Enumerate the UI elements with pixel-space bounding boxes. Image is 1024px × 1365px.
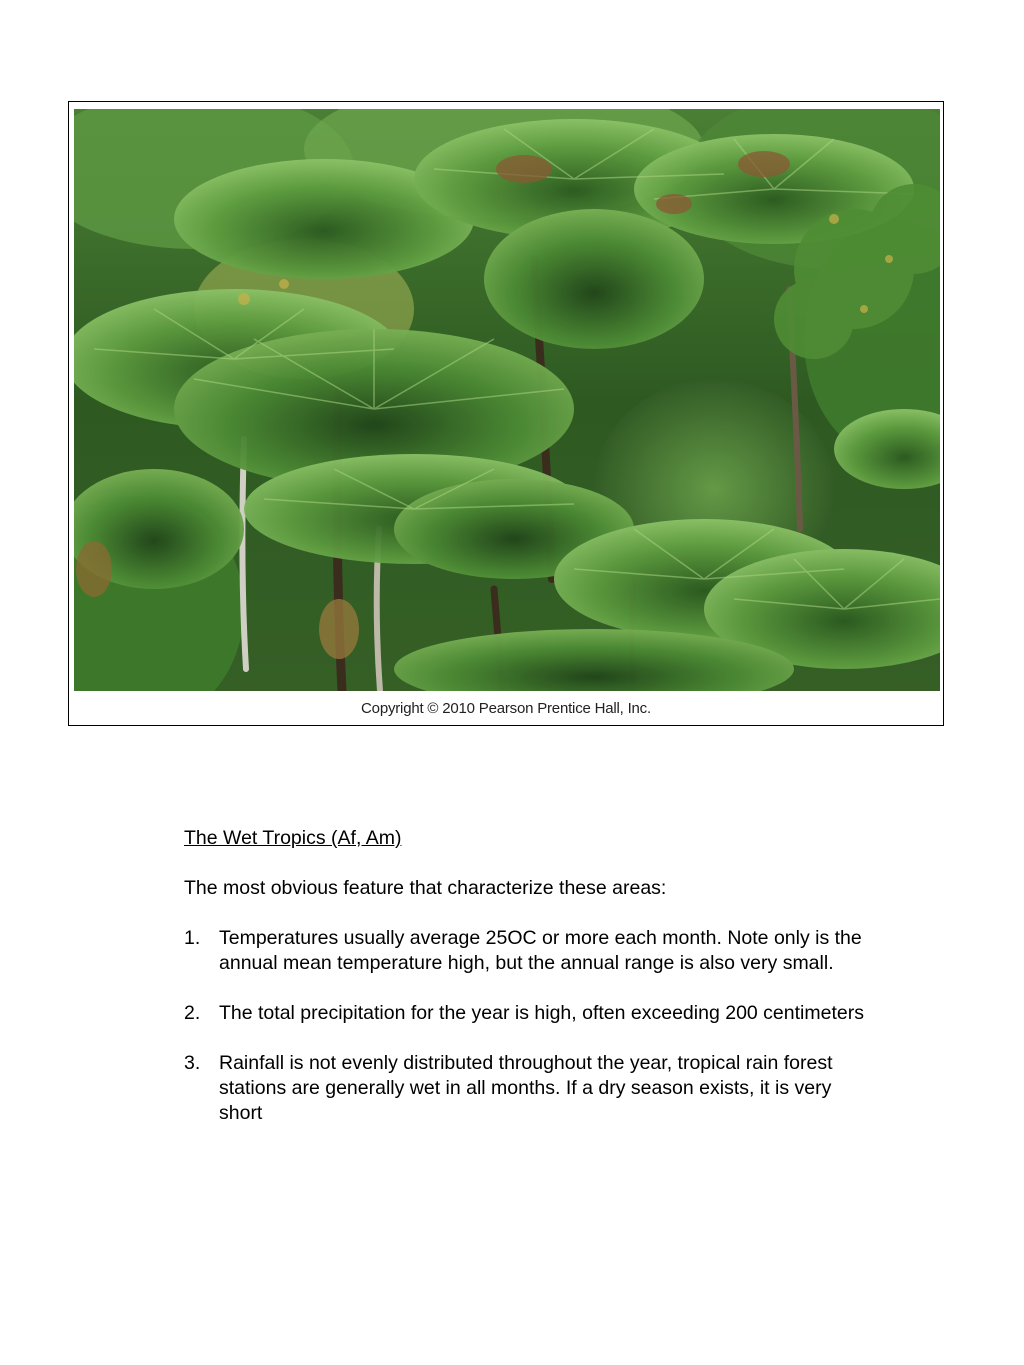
list-item-number: 2. [184, 1002, 201, 1024]
list-item-number: 3. [184, 1052, 201, 1074]
intro-text: The most obvious feature that characterize these areas: [184, 877, 667, 899]
list-item-text: The total precipitation for the year is high, often exceeding 200 centimeters [219, 1002, 864, 1024]
list-item [184, 1001, 864, 1026]
section-heading: The Wet Tropics (Af, Am) [184, 827, 402, 849]
list-item [184, 1051, 864, 1126]
copyright-caption: Copyright © 2010 Pearson Prentice Hall, Inc. [361, 700, 651, 717]
figure-frame [68, 101, 944, 726]
list-item [184, 926, 864, 976]
list-item-text: Rainfall is not evenly distributed throughout the year, tropical rain forest stations are generally wet in all months. If a dry season exists, it is very short [219, 1052, 833, 1124]
rainforest-photo [74, 109, 940, 691]
list-item-text: Temperatures usually average 25OC or more each month. Note only is the annual mean temperature high, but the annual range is also very small. [219, 927, 862, 974]
rainforest-illustration [74, 109, 940, 691]
text-block [184, 826, 864, 1151]
list-item-number: 1. [184, 927, 201, 949]
feature-list [184, 926, 864, 1126]
